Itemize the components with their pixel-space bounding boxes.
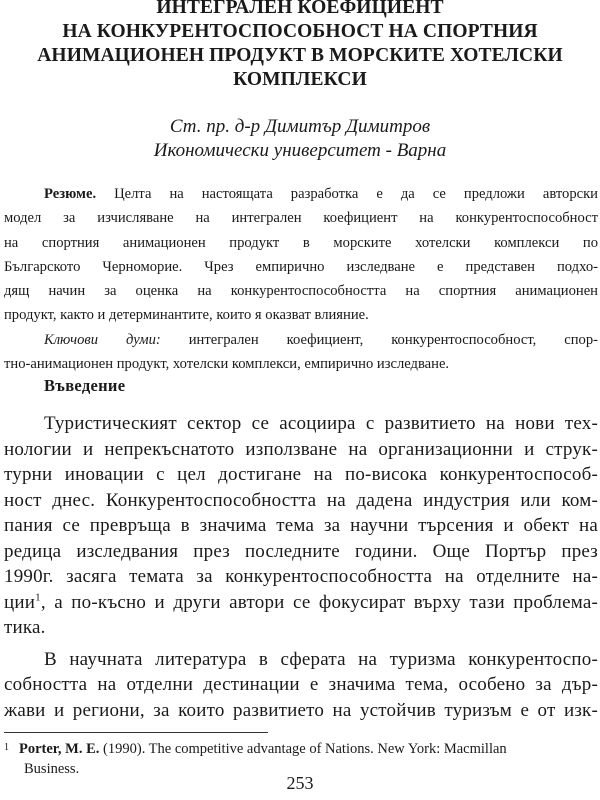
paragraph-line: нологии и непрекъснатото използване на организационни и струк- xyxy=(4,438,598,460)
paragraph-line: пания се превръща в значима тема за научни търсения и обект на xyxy=(4,515,598,536)
abstract-line: дящ начин за оценка на конкурентоспособността на спортния анимационен xyxy=(4,283,598,300)
paragraph-line: турни иновации с цел достигане на по-висока конкурентоспособ- xyxy=(4,464,598,485)
paragraph-line: тика. xyxy=(4,617,46,638)
paper-title xyxy=(20,0,580,92)
paragraph-line: собността на отделни дестинации е значима тема, особено за дър- xyxy=(4,674,598,695)
footnote-line: Business. xyxy=(24,761,80,777)
title-line: ИНТЕГРАЛЕН КОЕФИЦИЕНТ xyxy=(156,0,444,18)
abstract-label: Резюме. xyxy=(44,186,97,202)
abstract-line: Българското Черноморие. Чрез емпирично изследване е представен подхо- xyxy=(4,258,598,275)
keywords-label: Ключови думи: xyxy=(44,331,161,348)
paragraph-line: ност днес. Конкурентоспособността на дадена индустрия или ком- xyxy=(4,489,598,511)
footnote-author: Porter, M. E. xyxy=(19,741,100,757)
abstract-line: Резюме. Целта на настоящата разработка е да се предложи авторски xyxy=(44,186,598,202)
abstract-line: модел за изчисляване на интегрален коефициент на конкурентоспособност xyxy=(4,210,598,227)
section-heading: Въведение xyxy=(44,376,126,395)
paragraph-line: жави и региони, за които развитието на устойчив туризъм е от изк- xyxy=(4,699,598,721)
paragraph-line: ции$^1$, а по-късно и други автори се фокусират върху тази проблема- xyxy=(4,591,598,613)
footnote-divider xyxy=(4,732,268,733)
author-affiliation: Икономически университет - Варна xyxy=(153,140,447,161)
abstract-line: продукт, както и детерминантите, които я оказват влияние. xyxy=(4,307,369,324)
title-line: НА КОНКУРЕНТОСПОСОБНОСТ НА СПОРТНИЯ xyxy=(62,21,538,42)
title-line: КОМПЛЕКСИ xyxy=(233,69,367,90)
page-number: 253 xyxy=(286,773,314,793)
footnote-number: 1 xyxy=(4,742,9,753)
author-name: Ст. пр. д-р Димитър Димитров xyxy=(169,116,431,137)
body-text xyxy=(4,411,598,723)
paragraph-line: В научната литература в сферата на туризма конкурентоспо- xyxy=(44,648,598,670)
title-line: АНИМАЦИОНЕН ПРОДУКТ В МОРСКИТЕ ХОТЕЛСКИ xyxy=(37,45,563,66)
paragraph-line: редица изследвания през последните години. Още Портър през xyxy=(4,540,598,562)
paragraph-line: 1990г. засяга темата за конкурентоспособността на отделните на- xyxy=(4,566,598,587)
abstract xyxy=(4,182,598,376)
abstract-line: на спортния анимационен продукт в морските хотелски комплекси по xyxy=(4,234,598,251)
keywords-line: тно-анимационен продукт, хотелски комплекси, емпирично изследване. xyxy=(4,356,450,373)
paragraph-line: Туристическият сектор се асоциира с развитието на нови тех- xyxy=(44,413,598,434)
keywords-line: Ключови думи: интегрален коефициент, конкурентоспособност, спор- xyxy=(44,331,598,348)
footnote-reference[interactable]: 1 xyxy=(35,591,41,604)
footnote-line: $^1$ Porter, M. E. (1990). The competitive advantage of Nations. New York: Macmillan xyxy=(4,741,507,757)
